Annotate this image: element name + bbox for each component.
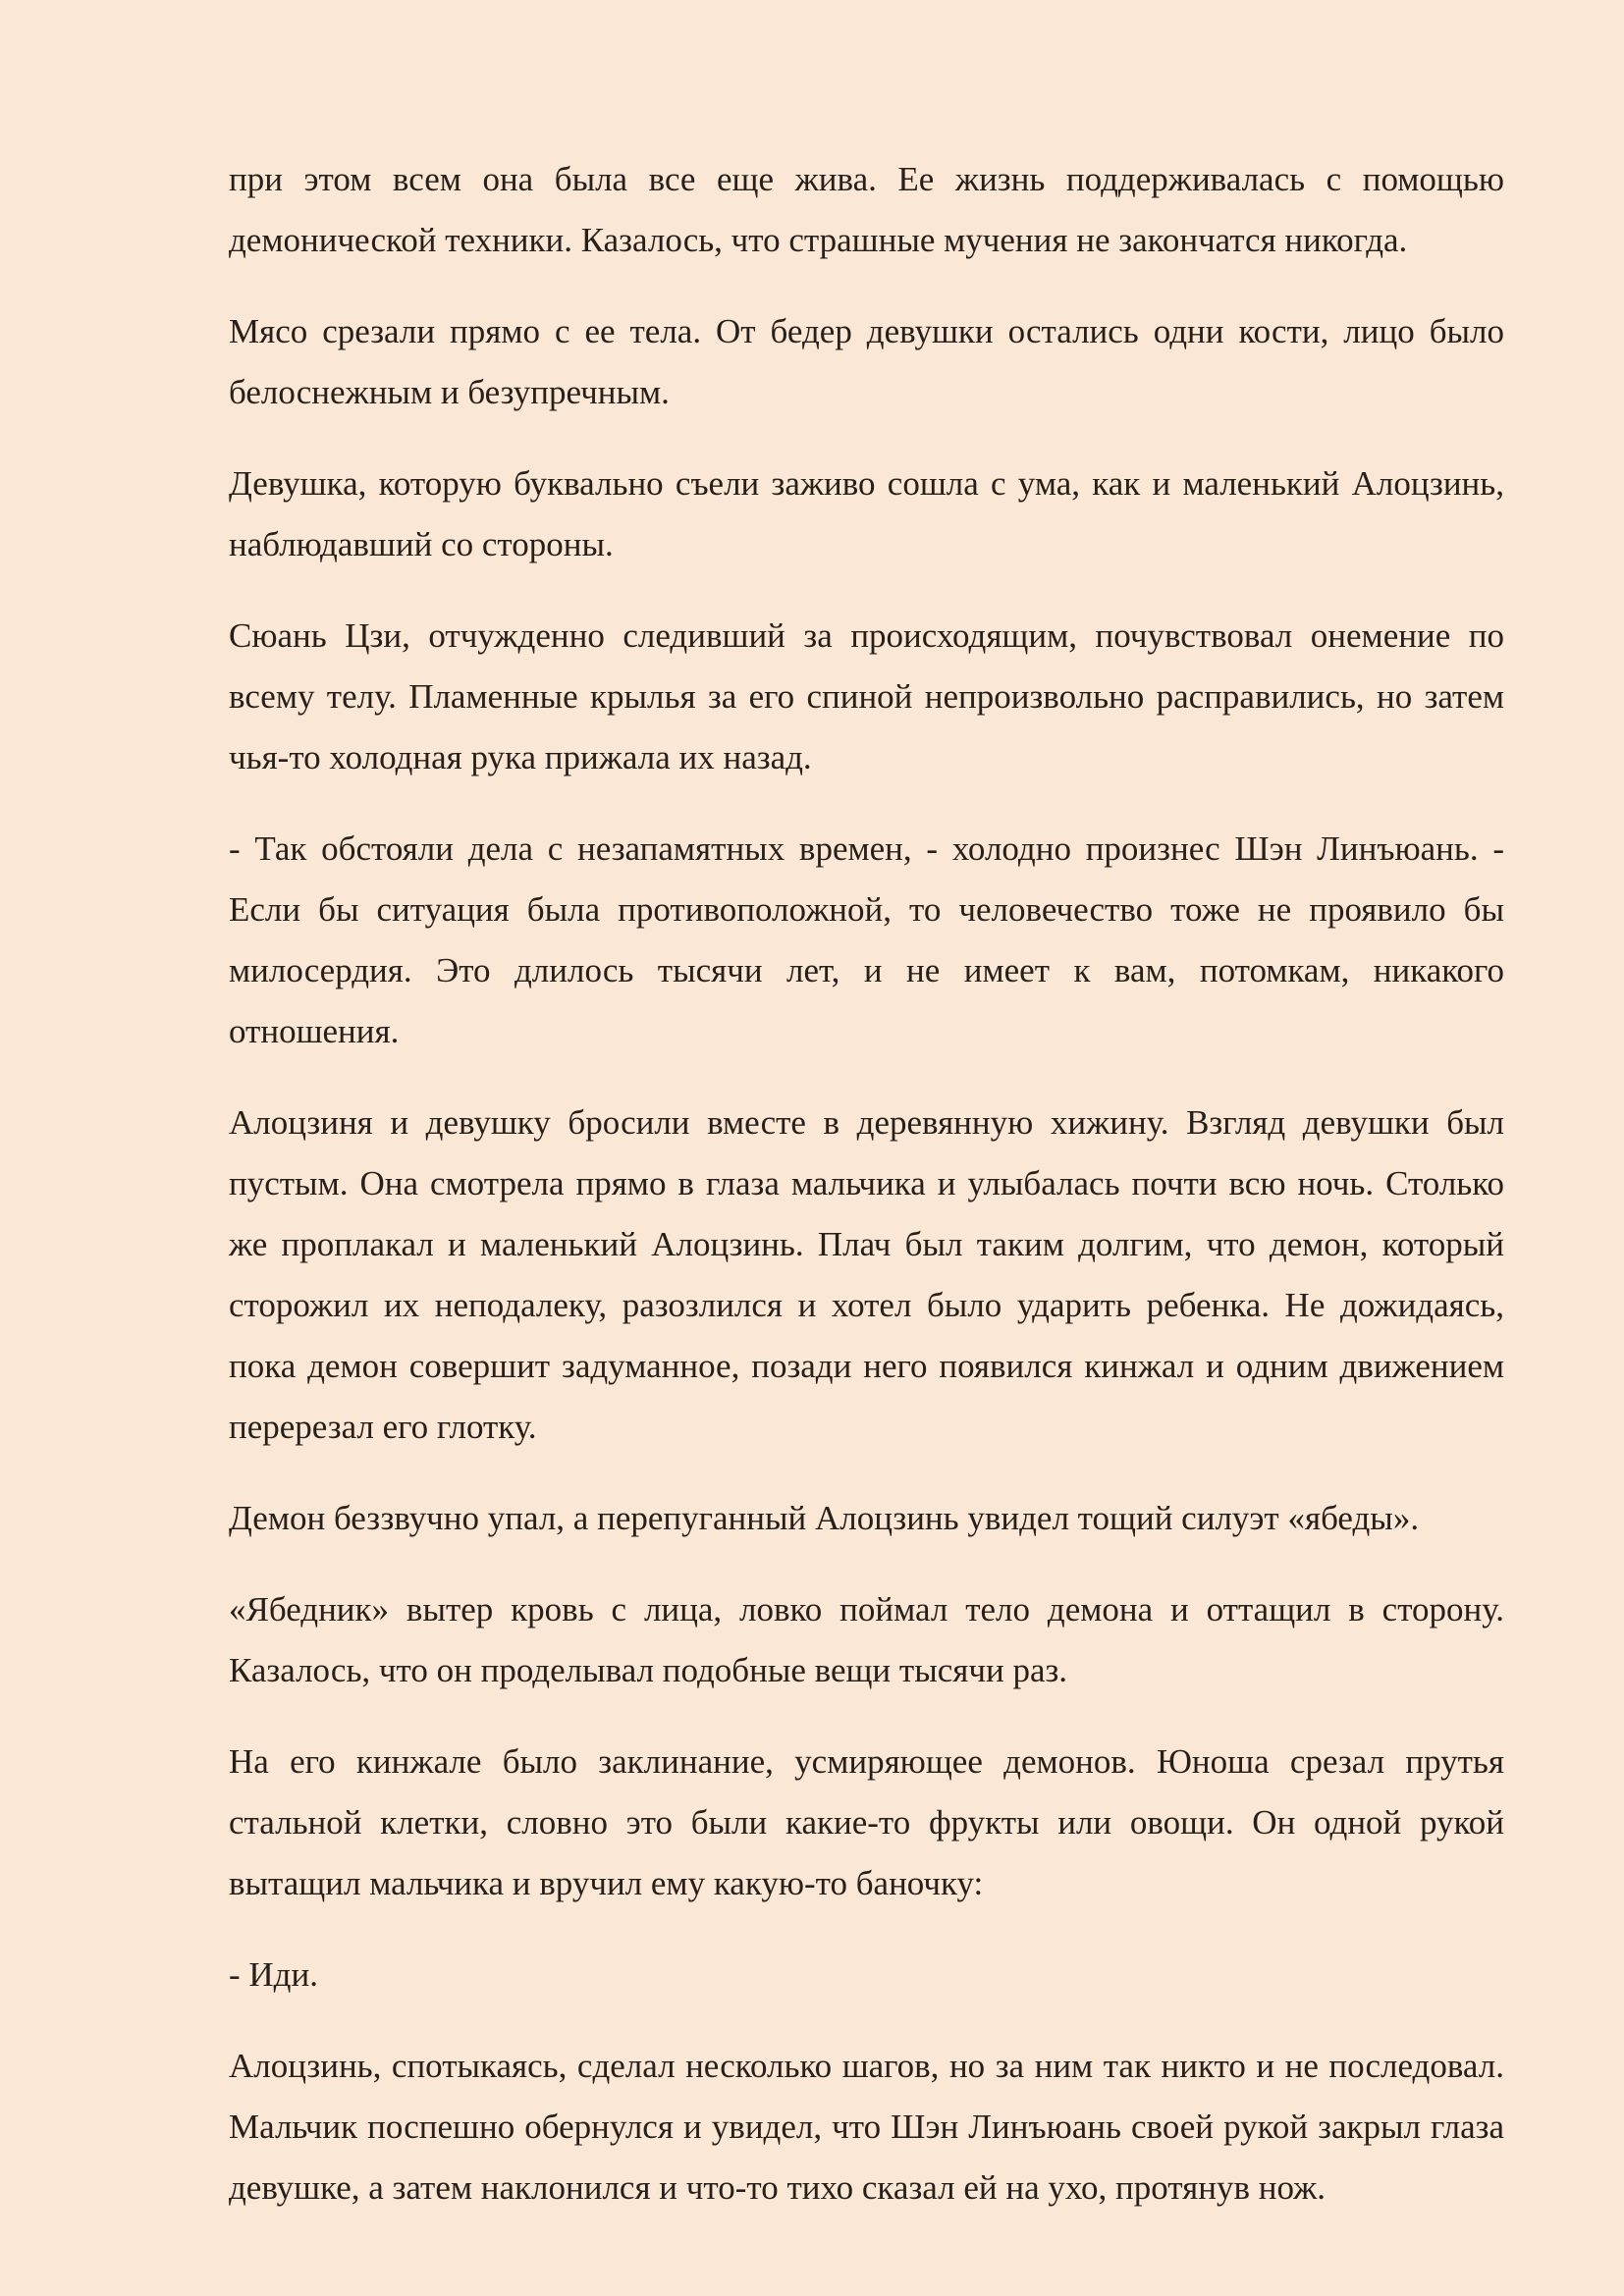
paragraph: - Так обстояли дела с незапамятных времен, - холодно произнес Шэн Линъюань. - Если бы ситуация была противоположной, то человечество тоже не проявило бы милосердия. Это длилось тысячи лет, и не имеет к вам, потомкам, никакого отношения. xyxy=(229,829,1504,1050)
paragraph: Алоцзинь, спотыкаясь, сделал несколько шагов, но за ним так никто и не последовал. Мальчик поспешно обернулся и увидел, что Шэн Линъюань своей рукой закрыл глаза девушке, а затем наклонился и что-то тихо сказал ей на ухо, протянув нож. xyxy=(229,2047,1504,2207)
paragraph: Сюань Цзи, отчужденно следивший за происходящим, почувствовал онемение по всему телу. Пламенные крылья за его спиной непроизвольно расправились, но затем чья-то холодная рука прижала их назад. xyxy=(229,616,1504,776)
paragraph: Алоцзиня и девушку бросили вместе в деревянную хижину. Взгляд девушки был пустым. Она смотрела прямо в глаза мальчика и улыбалась почти всю ночь. Столько же проплакал и маленький Алоцзинь. Плач был таким долгим, что демон, который сторожил их неподалеку, разозлился и хотел было ударить ребенка. Не дожидаясь, пока демон совершит задуманное, позади него появился кинжал и одним движением перерезал его глотку. xyxy=(229,1103,1504,1446)
paragraph: «Ябедник» вытер кровь с лица, ловко поймал тело демона и оттащил в сторону. Казалось, что он проделывал подобные вещи тысячи раз. xyxy=(229,1590,1504,1689)
paragraph: На его кинжале было заклинание, усмиряющее демонов. Юноша срезал прутья стальной клетки, словно это были какие-то фрукты или овощи. Он одной рукой вытащил мальчика и вручил ему какую-то баночку: xyxy=(229,1742,1504,1902)
paragraph: Девушка, которую буквально съели заживо сошла с ума, как и маленький Алоцзинь, наблюдавший со стороны. xyxy=(229,464,1504,563)
paragraph: Демон беззвучно упал, а перепуганный Алоцзинь увидел тощий силуэт «ябеды». xyxy=(229,1499,1420,1537)
paragraph: при этом всем она была все еще жива. Ее жизнь поддерживалась с помощью демонической техники. Казалось, что страшные мучения не закончатся никогда. xyxy=(229,160,1504,259)
paragraph: Мясо срезали прямо с ее тела. От бедер девушки остались одни кости, лицо было белоснежным и безупречным. xyxy=(229,312,1504,411)
paragraph: - Иди. xyxy=(229,1955,318,1994)
